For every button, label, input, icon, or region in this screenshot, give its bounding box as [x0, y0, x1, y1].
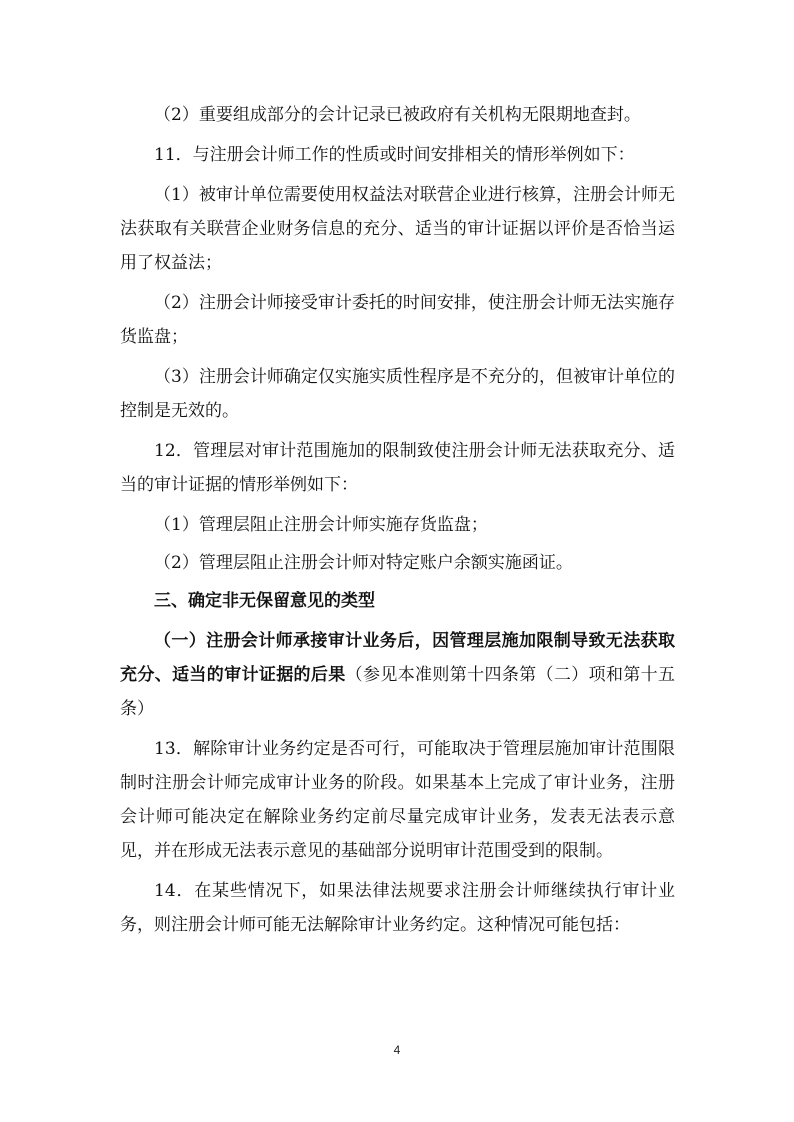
paragraph-14: 14．在某些情况下，如果法律法规要求注册会计师继续执行审计业务，则注册会计师可能无法解除审计业务约定。这种情况可能包括：	[120, 881, 675, 935]
paragraph-12-intro: 12．管理层对审计范围施加的限制致使注册会计师无法获取充分、适当的审计证据的情形举例如下：	[120, 441, 675, 495]
subsection-heading	[120, 624, 675, 726]
paragraph-11-intro: 11．与注册会计师工作的性质或时间安排相关的情形举例如下：	[154, 145, 635, 165]
subsection-heading-reference: （参见本准则第十四条第（二）项和第十五条）	[120, 665, 676, 719]
paragraph-item-2-seized-records: （2）重要组成部分的会计记录已被政府有关机构无限期地查封。	[154, 105, 641, 125]
subsection-heading-bold: （一）注册会计师承接审计业务后，因管理层施加限制导致无法获取充分、适当的审计证据的后果	[120, 631, 675, 685]
paragraph-12-item-1: （1）管理层阻止注册会计师实施存货监盘；	[154, 515, 488, 535]
section-heading: 三、确定非无保留意见的类型	[154, 591, 375, 611]
paragraph-11-item-3: （3）注册会计师确定仅实施实质性程序是不充分的，但被审计单位的控制是无效的。	[120, 367, 675, 421]
document-body	[120, 98, 675, 948]
paragraph-11-item-2: （2）注册会计师接受审计委托的时间安排，使注册会计师无法实施存货监盘；	[120, 293, 675, 347]
paragraph-13: 13．解除审计业务约定是否可行，可能取决于管理层施加审计范围限制时注册会计师完成审计业务的阶段。如果基本上完成了审计业务，注册会计师可能决定在解除业务约定前尽量完成审计业务，发表无法表示意见，并在形成无法表示意见的基础部分说明审计范围受到的限制。	[120, 739, 675, 861]
paragraph-12-item-2: （2）管理层阻止注册会计师对特定账户余额实施函证。	[154, 553, 573, 573]
page-number: 4	[393, 1043, 401, 1057]
paragraph-11-item-1: （1）被审计单位需要使用权益法对联营企业进行核算，注册会计师无法获取有关联营企业财务信息的充分、适当的审计证据以评价是否恰当运用了权益法；	[120, 185, 675, 273]
